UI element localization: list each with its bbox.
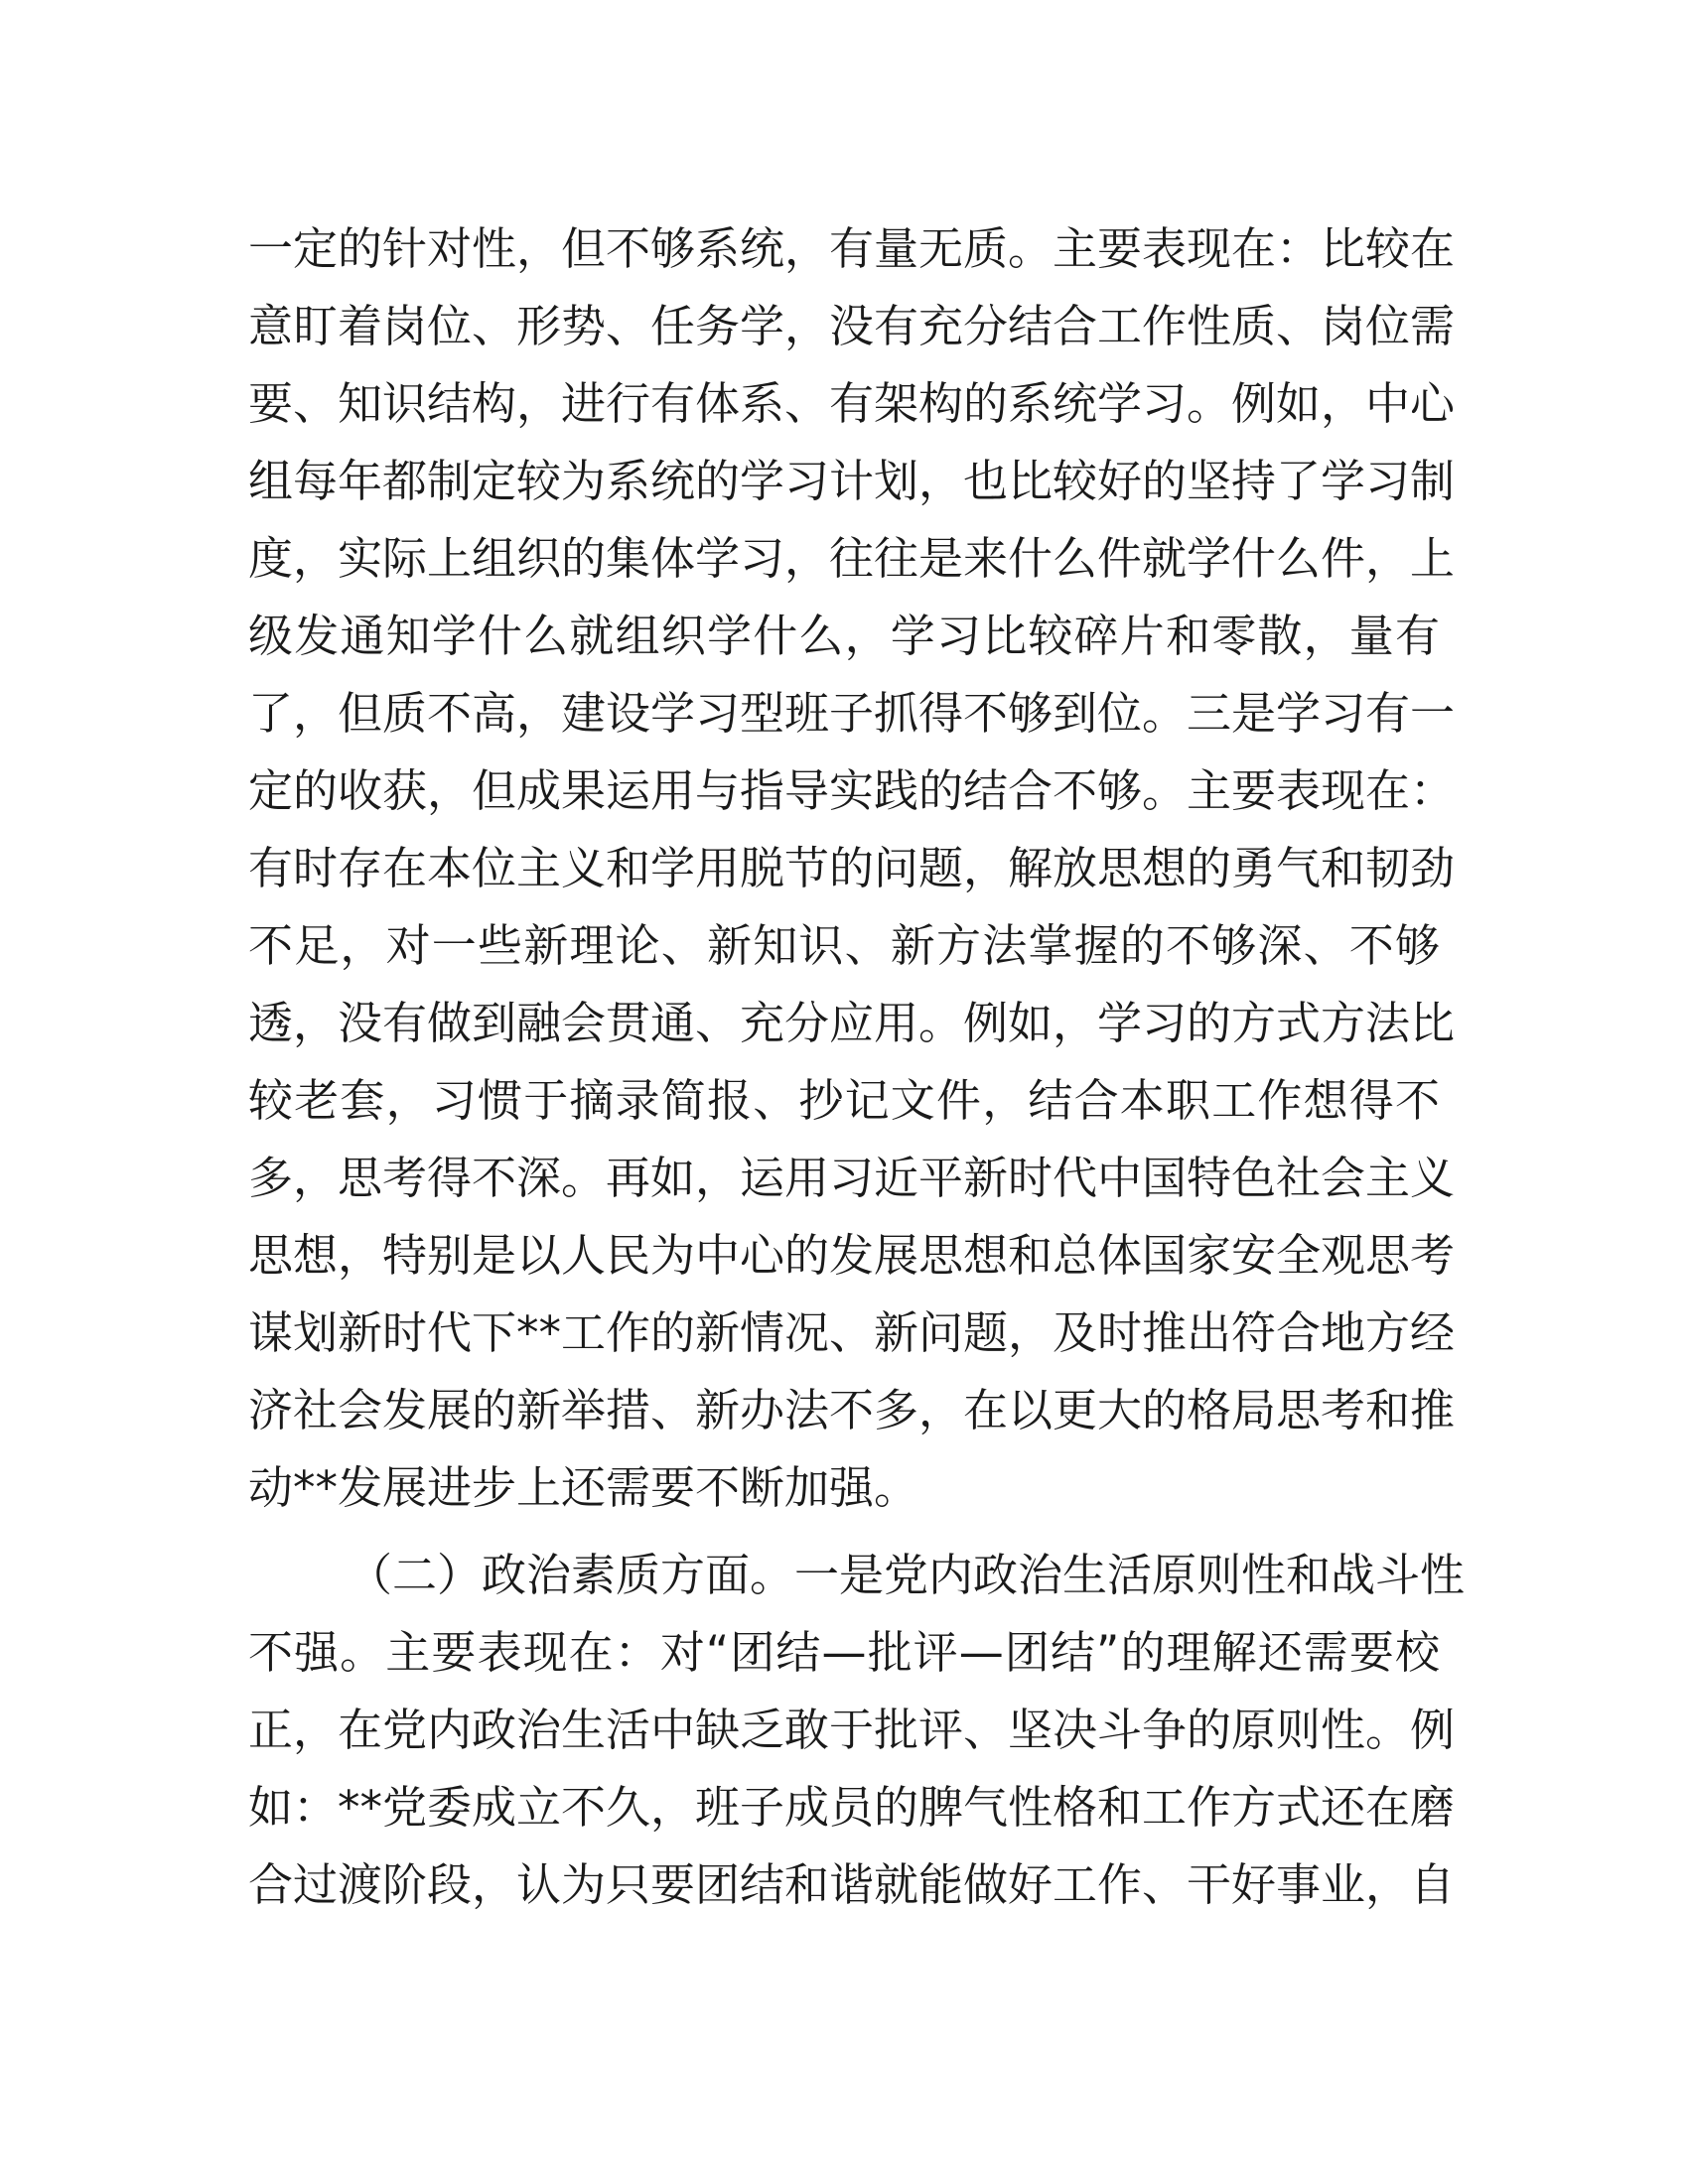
text-line: 不强。主要表现在：对“团结—批评—团结”的理解还需要校 [248,1626,1440,1679]
text-line: 如：**党委成立不久，班子成员的脾气性格和工作方式还在磨 [248,1781,1456,1834]
text-line: 一定的针对性，但不够系统，有量无质。主要表现在：比较在 [248,222,1456,275]
paragraph-political-quality [248,1537,1466,1924]
text-line: 意盯着岗位、形势、任务学，没有充分结合工作性质、岗位需 [248,300,1456,352]
text-line: 较老套，习惯于摘录简报、抄记文件，结合本职工作想得不 [248,1074,1440,1127]
text-line: 动**发展进步上还需要不断加强。 [248,1461,919,1514]
text-line: 级发通知学什么就组织学什么，学习比较碎片和零散，量有 [248,610,1440,662]
text-line: 济社会发展的新举措、新办法不多，在以更大的格局思考和推 [248,1384,1456,1436]
text-line: 思想，特别是以人民为中心的发展思想和总体国家安全观思考 [248,1229,1456,1282]
paragraph-study-issues [248,210,1456,1527]
text-line: 要、知识结构，进行有体系、有架构的系统学习。例如，中心 [248,377,1456,430]
section-heading-line: （二）政治素质方面。一是党内政治生活原则性和战斗性 [348,1549,1466,1601]
text-line: 谋划新时代下**工作的新情况、新问题，及时推出符合地方经 [248,1306,1456,1359]
text-line: 正，在党内政治生活中缺乏敢于批评、坚决斗争的原则性。例 [248,1704,1456,1756]
text-line: 多，思考得不深。再如，运用习近平新时代中国特色社会主义 [248,1152,1456,1204]
text-line: 合过渡阶段，认为只要团结和谐就能做好工作、干好事业，自 [248,1858,1456,1911]
text-line: 有时存在本位主义和学用脱节的问题，解放思想的勇气和韧劲 [248,842,1456,894]
text-line: 定的收获，但成果运用与指导实践的结合不够。主要表现在： [248,764,1456,817]
text-line: 了，但质不高，建设学习型班子抓得不够到位。三是学习有一 [248,687,1456,740]
text-line: 透，没有做到融会贯通、充分应用。例如，学习的方式方法比 [248,997,1456,1049]
text-line: 组每年都制定较为系统的学习计划，也比较好的坚持了学习制 [248,455,1456,507]
text-line: 度，实际上组织的集体学习，往往是来什么件就学什么件，上 [248,532,1456,585]
text-line: 不足，对一些新理论、新知识、新方法掌握的不够深、不够 [248,919,1440,972]
